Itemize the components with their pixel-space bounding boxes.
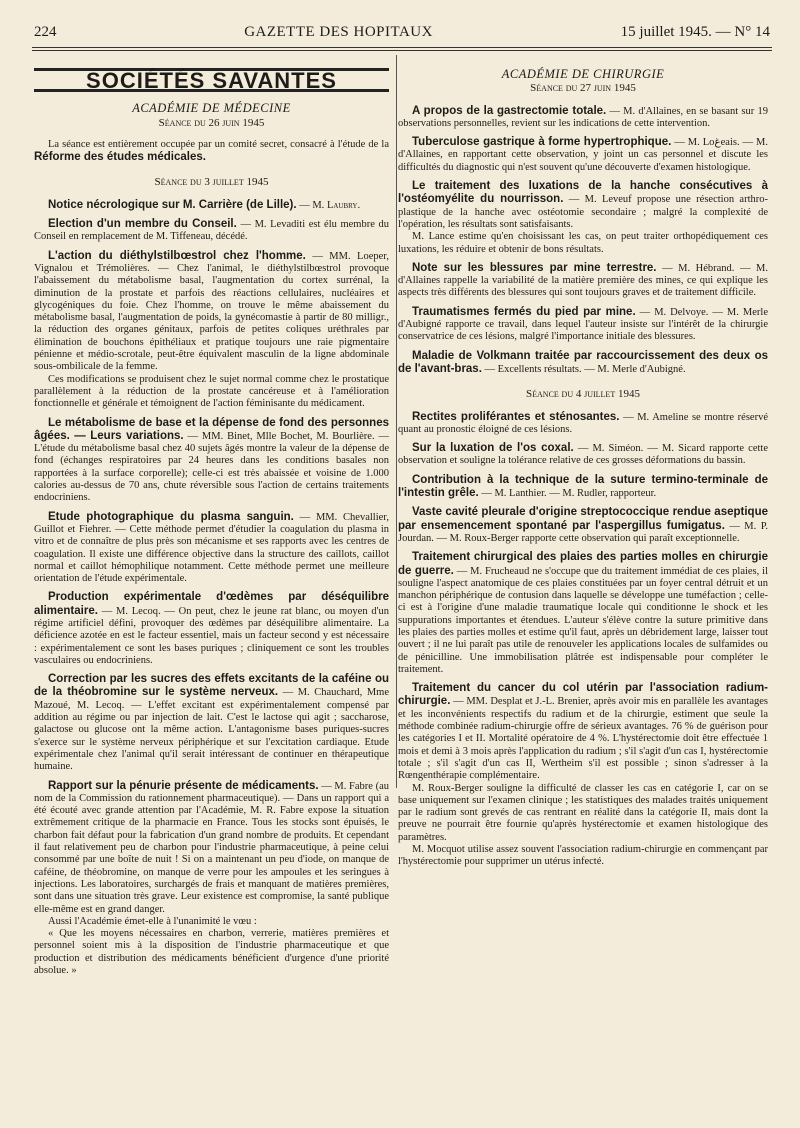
article: Election d'un membre du Conseil. — M. Levaditi est élu membre du Conseil en remplacement de M. Tiffeneau, décédé. — [34, 218, 390, 243]
article-title: A propos de la gastrectomie totale. — [412, 104, 607, 117]
article-title: Rectites proliférantes et sténosantes. — [412, 410, 620, 423]
resolution-quote: « Que les moyens nécessaires en charbon, verrerie, matières premières et personnel soient mis à la disposition de l'industrie pharmaceutique et que production et distribution des médicaments bénéficient d'urgence d'une priorité absolue. » — [34, 928, 389, 976]
article-title: Notice nécrologique sur M. Carrière (de Lille). — [48, 198, 297, 211]
article-title: Le métabolisme de base et la dépense de fond des personnes âgées. — Leurs variations. — [34, 416, 389, 442]
article-title: Maladie de Volkmann traitée par raccourcissement des deux os de l'avant-bras. — [398, 349, 768, 375]
article-paragraph: La séance est entièrement occupée par un comité secret, consacré à l'étude de la Réforme des études médicales. — [34, 138, 389, 164]
article-title: Tuberculose gastrique à forme hypertrophique. — [412, 136, 672, 149]
academy-heading: ACADÉMIE DE CHIRURGIE — [501, 67, 665, 81]
article-title: Contribution à la technique de la suture termino-terminale de l'intestin grêle. — [398, 473, 768, 500]
academy-heading: ACADÉMIE DE MÉDECINE — [132, 101, 291, 116]
article: Le métabolisme de base et la dépense de fond des personnes âgées. — Leurs variations. — MM. Binet, Mlle Bochet, M. Bourlière. — L'étude du métabolisme basal chez 40 sujets âgés montre la valeur de la dépense de fond (échanges respiratoires par 24 heures dans les conditions basales non rapportées à la surface corporelle); celle-ci est très abaissée et voisine de 1.000 calories au-dessus de 70 ans, chute réversible sous l'action de certains traitements endocriniens. — [34, 416, 389, 504]
article: Maladie de Volkmann traitée par raccourcissement des deux os de l'avant-bras. — Excellents résultats. — M. Merle d'Aubigné. — [398, 349, 768, 375]
section-title: SOCIÉTÉS SAVANTES — [34, 68, 389, 92]
article-title: Traitement chirurgical des plaies des parties molles en chirurgie de guerre. — [398, 551, 768, 577]
article-title: Sur la luxation de l'os coxal. — [412, 442, 574, 455]
article: Production expérimentale d'œdèmes par déséquilibre alimentaire. — M. Lecoq. — On peut, chez le jeune rat blanc, ou moyen d'un régime artificiel défini, provoquer des œdèmes par déséquilibre alimentaire. La déficience azotée en est le facteur essentiel, mais un facteur second y est nécessaire : expérimentalement ce sont les bases puriques ; cliniquement ce sont les troubles vasculaires ou endocriniens. — [34, 591, 389, 666]
article-title: Traumatismes fermés du pied par mine. — [412, 305, 636, 318]
article-title: Note sur les blessures par mine terrestre. — [412, 261, 657, 274]
article: Contribution à la technique de la suture termino-terminale de l'intestin grêle. — M. Lanthier. — M. Rudler, rapporteur. — [398, 473, 768, 500]
session-date: Séance du 26 juin 1945 — [158, 116, 265, 129]
article: Le traitement des luxations de la hanche consécutives à l'ostéomyélite du nourrisson. — M. Leveuf propose une résection arthro-plastique de la hanche avec ostéotomie secondaire ; malgré la complexité de l'opération, les résultats sont satisfaisants. — [398, 180, 768, 230]
article: Correction par les sucres des effets excitants de la caféine ou de la théobromine sur le système nerveux. — M. Chauchard, Mme Mazoué, M. Lecoq. — L'effet excitant est expérimentalement compensé par addition au régime ou par injection de lait. C'est le lactose qui agit ; saccharose, galactose ou glucose ont la même action. L'antagonisme bases puriques-sucres s'exerce sur le système nerveux périphérique et sur l'excitation cardiaque. Etude expérimentale chez l'animal qu'il serait intéressant de continuer en thérapeutique humaine. — [34, 673, 389, 773]
article-title: L'action du diéthylstilbœstrol chez l'homme. — [48, 249, 306, 262]
article: Note sur les blessures par mine terrestre. — M. Hébrand. — M. d'Allaines rappelle la variabilité de la matière première des mines, ce qui explique les aspects très différents des blessures qui sont toujours graves et de traitement difficile. — [398, 261, 769, 299]
article-paragraph: M. Lance estime qu'en choisissant les cas, on peut traiter orthopédiquement ces luxations, les réduire et obtenir de bons résultats. — [398, 231, 768, 255]
article: L'action du diéthylstilbœstrol chez l'homme. — MM. Loeper, Vignalou et Trémolières. — Chez l'animal, le diéthylstilbœstrol provoque l'abaissement du métabolisme basal, l'augmentation du cortex surrénal, la diminution de la prostate et parfois des réactions cellulaires, nucléaires et glycogéniques du foie. Chez l'homme, on trouve le même abaissement du métabolisme basal, l'augmentation de poids, la gynécomastie à partir de 80 milligr., la réduction des organes génitaux, parfois de petites coliques uréthrales par élimination de bouchons épithéliaux et pratique toujours une raie pigmentaire pénienne et médio-scrotale, peut-être équivalent masculin de la ligne abdominale sous-ombilicale de la femme. — [34, 249, 389, 373]
article-title: Etude photographique du plasma sanguin. — [48, 510, 294, 523]
article-paragraph: Ces modifications se produisent chez le sujet normal comme chez le prostatique parallèlement à la réduction de la prostate cancéreuse et à l'amélioration fonctionnelle et générale et témoignent de l'action féminisante du médicament. — [34, 373, 389, 410]
journal-title: GAZETTE DES HOPITAUX — [244, 24, 433, 40]
article-paragraph: Aussi l'Académie émet-elle à l'unanimité le vœu : — [48, 915, 257, 927]
article-title: Correction par les sucres des effets excitants de la caféine ou de la théobromine sur le système nerveux. — [34, 673, 389, 699]
article: Rapport sur la pénurie présente de médicaments. — M. Fabre (au nom de la Commission du rationnement pharmaceutique). — Dans un rapport qui a été écouté avec grande attention par l'Académie, M. R. Fabre expose la situation extrêmement critique de la pharmacie en France. Tous les stocks sont épuisés, le charbon fait défaut pour la fabrication d'un grand nombre de produits. Et cependant il faut relativement peu de charbon pour l'industrie pharmaceutique, à peine celui consommé par une boîte de nuit ! Si on a maintenant un peu d'iode, on manque de caféine, de théobromine, on manque de verre pour les ampoules et les seringues à injections. Les laboratoires, surchargés de frais et manquant de matières premières, sont dans une situation très grave. Leur existence est compromise, la santé publique elle-même est en grand danger. — [34, 779, 389, 915]
session-date: Séance du 27 juin 1945 — [530, 82, 636, 95]
session-date: Séance du 3 juillet 1945 — [154, 176, 269, 189]
article: Notice nécrologique sur M. Carrière (de Lille). — M. Laubry. — [48, 198, 361, 211]
article: A propos de la gastrectomie totale. — M. d'Allaines, en se basant sur 19 observations personnelles, revient sur les indications de cette intervention. — [398, 104, 768, 129]
article: Vaste cavité pleurale d'origine streptococcique rendue aseptique par ensemencement spontané par l'aspergillus fumigatus. — M. P. Jourdan. — M. Roux-Berger rapporte cette observation qui paraît exceptionnelle. — [398, 506, 769, 544]
article: Traitement du cancer du col utérin par l'association radium-chirurgie. — MM. Desplat et J.-L. Brenier, après avoir mis en parallèle les avantages et les inconvénients respectifs du radium et de la chirurgie, estiment que seule la méthode combinée radium-chirurgie offre de sérieux avantages. 76 % de guérison pour les catégories I et II. Mortalité opératoire de 4 %. L'hystérectomie doit être effectuée 1 mois et demi à 3 mois après l'application du radium ; s'il s'agit d'un cas I, hystérectomie totale ; s'il s'agit d'un cas II, Wertheim s'il est possible ; sinon s'adresser à la Rœngenthérapie complémentaire. — [398, 682, 768, 782]
article-paragraph: M. Mocquot utilise assez souvent l'association radium-chirurgie en commençant par l'hystérectomie pour supprimer un utérus infecté. — [398, 844, 768, 868]
article: Traitement chirurgical des plaies des parties molles en chirurgie de guerre. — M. Frucheaud ne s'occupe que du traitement immédiat de ces plaies, il souligne l'aspect anatomique de ces plaies constituées par un foyer central détruit et un manchon périphérique de contusion dans laquelle se développe une tuméfaction ; celle-ci est à l'origine d'une maladie traumatique locale qui conditionne le shock et les suppurations importantes et étendues. L'auteur s'élève contre la suture primitive dans les plaies des parties molles et estime qu'il faut, après un débridement large, laisser tout ouvert ; il ne lui paraît pas utile de renouveler les applications locales de sulfamides ou de pénicilline. Une immobilisation plâtrée est indispensable pour compléter le traitement. — [398, 551, 768, 675]
left-column — [34, 60, 389, 983]
article-paragraph: M. Roux-Berger souligne la difficulté de classer les cas en catégorie I, car on se base uniquement sur l'examen clinique ; les statistiques des malades traités uniquement par le radium sont grevés de cas rentrant en réalité dans la catégorie II, mais dont la preuve ne pourrait être fournie qu'après hystérectomie et examen histologique des paramètres. — [398, 782, 768, 843]
issue-date: 15 juillet 1945. — N° 14 — [620, 24, 770, 40]
right-column — [398, 60, 768, 875]
article: Rectites proliférantes et sténosantes. — M. Ameline se montre réservé quant au pronostic éloigné de ces lésions. — [398, 410, 768, 435]
article: Etude photographique du plasma sanguin. — MM. Chevallier, Guillot et Fiehrer. — Cette méthode permet d'étudier la coagulation du plasma in vitro et de connaître de plus près son mécanisme et ses rapports avec les centres de coagulation. Il existe une différence objective dans la structure des caillots, caillot normal et caillot hémophilique notamment. Cette méthode permet une meilleure orientation de l'étude expérimentale. — [34, 510, 389, 585]
article-title: Le traitement des luxations de la hanche consécutives à l'ostéomyélite du nourrisson. — [398, 180, 768, 206]
article-title: Production expérimentale d'œdèmes par déséquilibre alimentaire. — [34, 591, 389, 617]
page-header — [34, 24, 770, 46]
article-title: Vaste cavité pleurale d'origine streptococcique rendue aseptique par ensemencement spontané par l'aspergillus fumigatus. — [398, 506, 768, 532]
article-title: Traitement du cancer du col utérin par l'association radium-chirurgie. — [398, 682, 768, 708]
header-rule — [32, 47, 772, 48]
article: Tuberculose gastrique à forme hypertrophique. — M. Loغeais. — M. d'Allaines, en rapportant cette observation, y joint un cas personnel et discute les difficultés du diagnostic qui n'est souvent qu'une découverte d'examen histologique. — [398, 136, 768, 173]
header-rule-double — [32, 50, 772, 51]
page-number: 224 — [34, 24, 57, 40]
session-date: Séance du 4 juillet 1945 — [526, 388, 640, 401]
article: Sur la luxation de l'os coxal. — M. Siméon. — M. Sicard rapporte cette observation et souligne la tolérance relative de ces grosses déformations du bassin. — [398, 442, 768, 467]
article-title: Rapport sur la pénurie présente de médicaments. — [48, 779, 319, 792]
article: Traumatismes fermés du pied par mine. — M. Delvoye. — M. Merle d'Aubigné rapporte ce travail, dans lequel l'auteur insiste sur l'intérêt de la chirurgie conservatrice de ces lésions, malgré l'importance initiale des blessures. — [398, 305, 768, 343]
column-divider — [396, 55, 397, 788]
article-title: Election d'un membre du Conseil. — [48, 218, 237, 231]
